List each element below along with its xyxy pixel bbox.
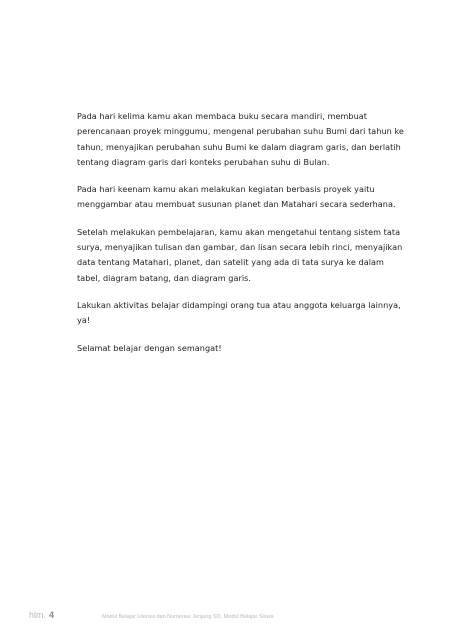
paragraph-line: Pada hari kelima kamu akan membaca buku secara mandiri, membuat xyxy=(77,111,368,121)
paragraph-line: Selamat belajar dengan semangat! xyxy=(77,342,222,353)
paragraph-day-five xyxy=(77,109,404,170)
paragraph-line: Setelah melakukan pembelajaran, kamu akan mengetahui tentang sistem tata xyxy=(77,226,401,237)
paragraph-line: Pada hari keenam kamu akan melakukan kegiatan berbasis proyek yaitu xyxy=(77,184,375,195)
body-text xyxy=(77,109,404,368)
page-label: hlm. xyxy=(29,610,47,620)
paragraph-closing xyxy=(77,341,397,356)
paragraph-parent-guidance xyxy=(77,298,401,329)
paragraph-line: menggambar atau membuat susunan planet dan Matahari secara sederhana. xyxy=(77,199,396,210)
paragraph-line: surya, menyajikan tulisan dan gambar, dan lisan secara lebih rinci, menyajikan xyxy=(77,242,403,253)
paragraph-line: tabel, diagram batang, dan diagram garis. xyxy=(77,272,252,283)
paragraph-line: tahun, menyajikan perubahan suhu Bumi ke dalam diagram garis, dan berlatih xyxy=(77,141,401,152)
paragraph-learning-outcomes xyxy=(77,225,403,286)
footer-caption: Modul Belajar Literasi dan Numerasi Jenjang SD, Modul Belajar Siswa xyxy=(102,614,274,620)
paragraph-line: ya! xyxy=(77,315,91,326)
page-number: 4 xyxy=(49,610,55,620)
paragraph-line: Lakukan aktivitas belajar didampingi orang tua atau anggota keluarga lainnya, xyxy=(77,299,401,310)
paragraph-line: tentang diagram garis dari konteks perubahan suhu di Bulan. xyxy=(77,156,330,167)
paragraph-line: perencanaan proyek minggumu, mengenal perubahan suhu Bumi dari tahun ke xyxy=(77,126,404,137)
page-footer xyxy=(29,610,274,626)
paragraph-line: data tentang Matahari, planet, dan satelit yang ada di tata surya ke dalam xyxy=(77,257,384,268)
paragraph-day-six xyxy=(77,182,397,213)
